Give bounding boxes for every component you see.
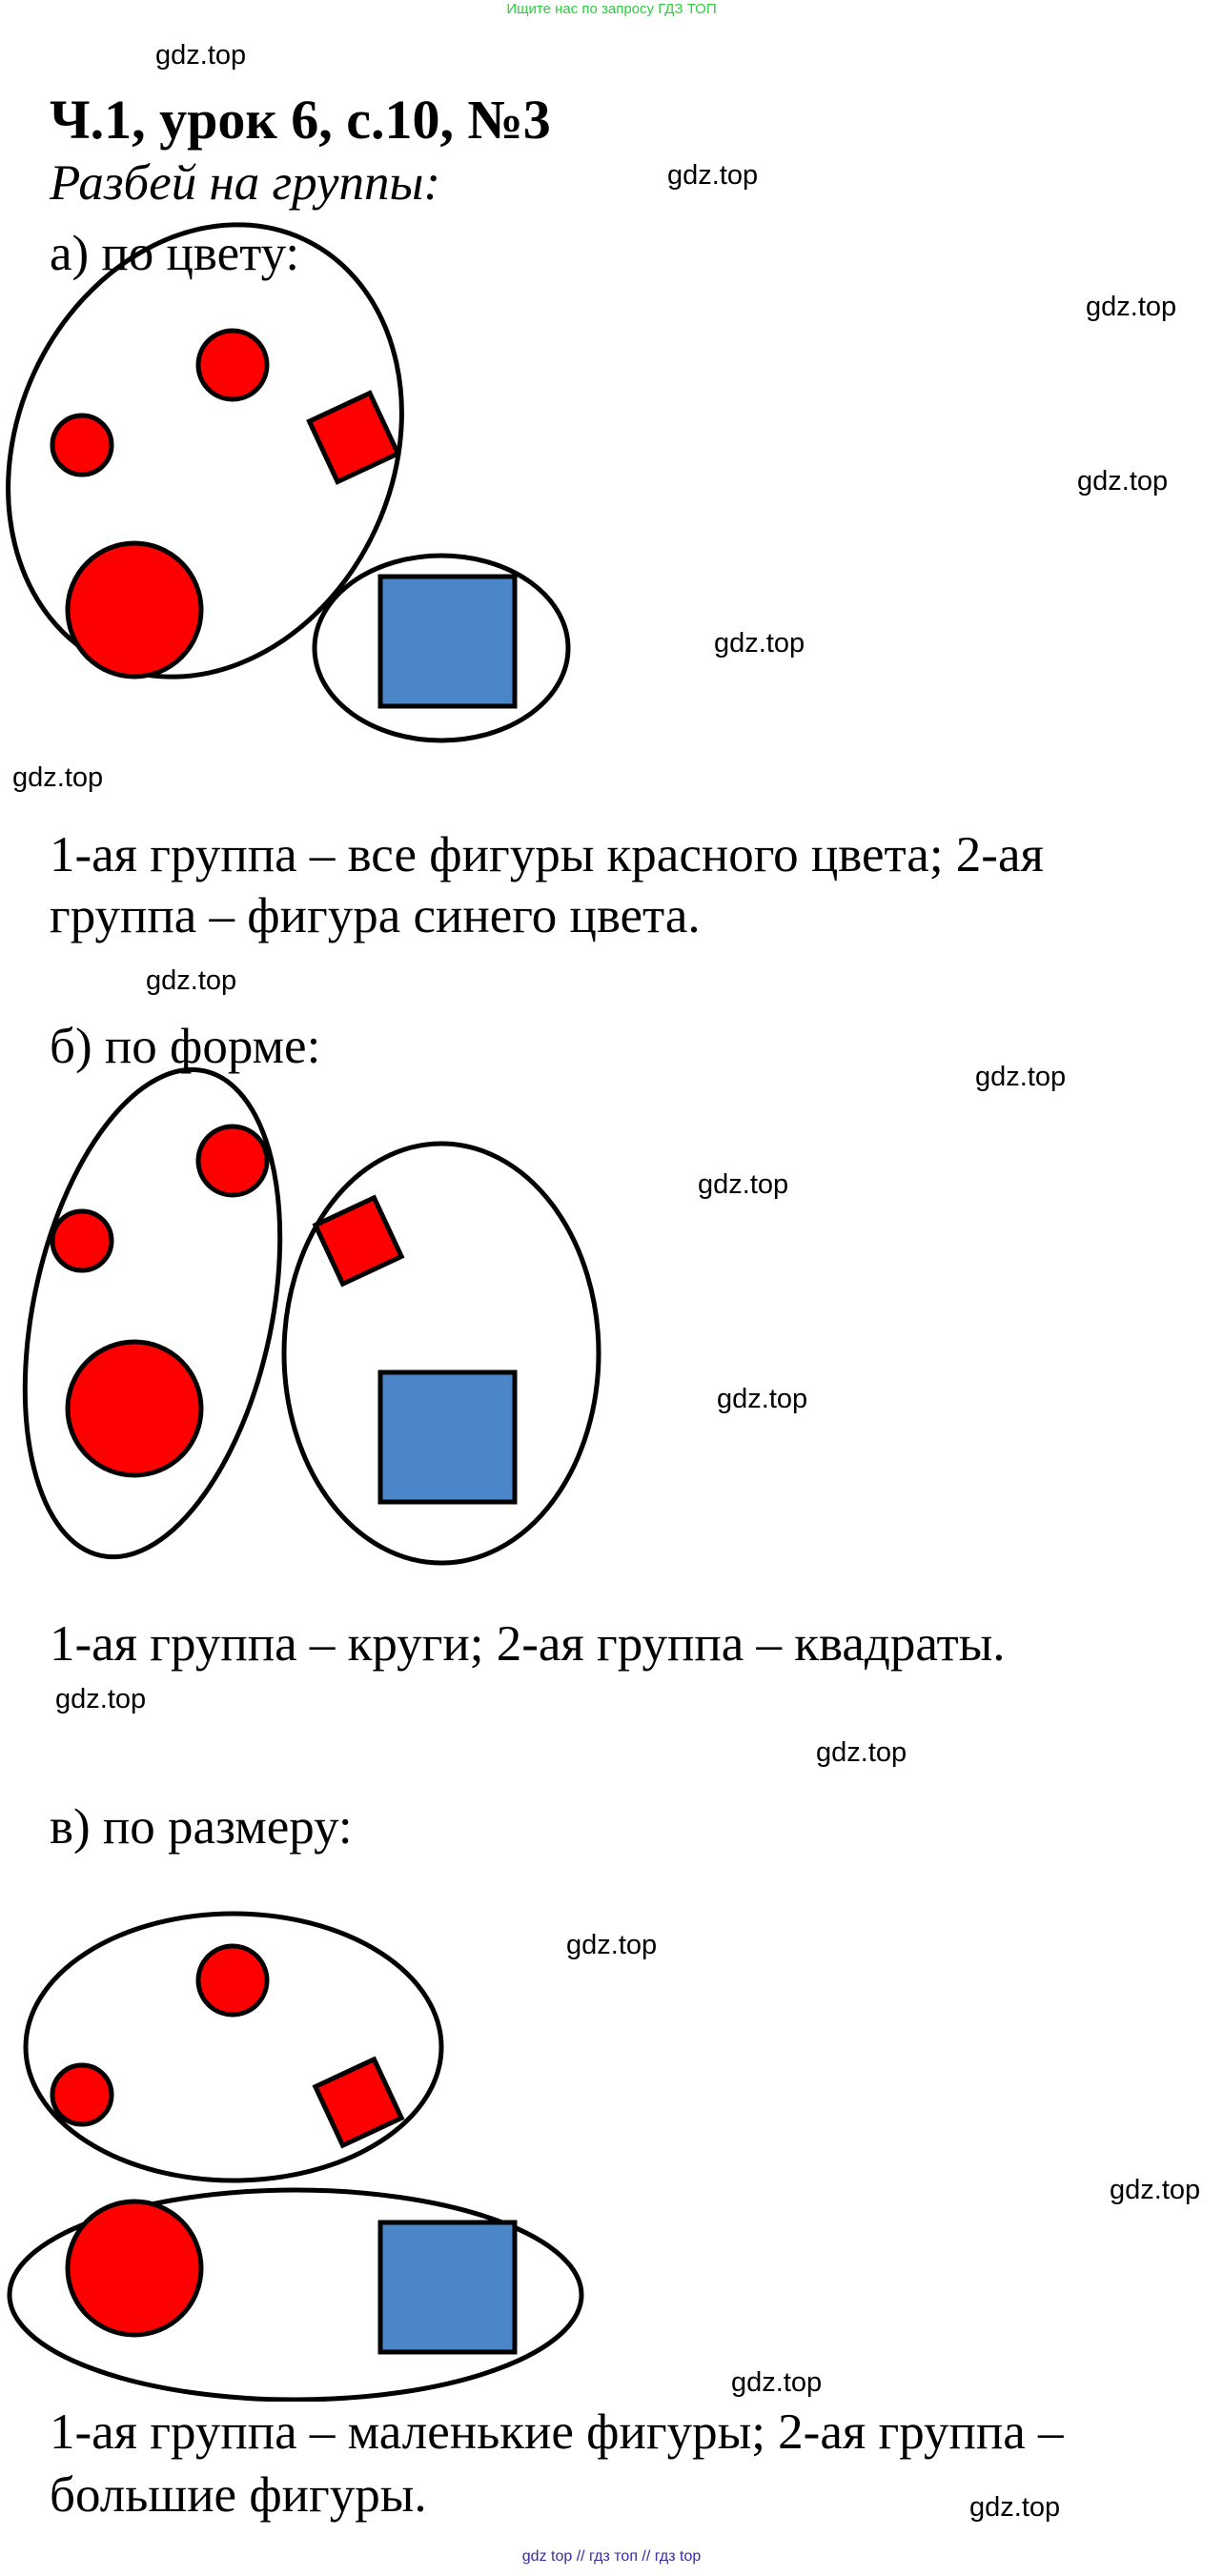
footer-links[interactable]: gdz top // гдз топ // гдз top [521,2548,702,2565]
red-circle-small [52,1211,112,1270]
top-banner[interactable]: Ищите нас по запросу ГДЗ ТОП [506,1,717,17]
section-b-answer-line1: 1-ая группа – круги; 2-ая группа – квадраты. [50,1616,1006,1672]
blue-square-large [380,1372,515,1502]
watermark: gdz.top [975,1062,1067,1092]
watermark: gdz.top [717,1384,808,1414]
watermark: gdz.top [146,965,237,996]
watermark: gdz.top [698,1169,789,1200]
blue-square-large [380,577,515,706]
section-a-answer-line1: 1-ая группа – все фигуры красного цвета; 2-ая [50,827,1044,882]
section-c-heading: в) по размеру: [50,1799,353,1855]
section-a-answer-line2: группа – фигура синего цвета. [50,888,701,943]
figure-by-size [0,1868,1223,2402]
section-a-heading: а) по цвету: [50,226,300,281]
red-circle-medium [198,1126,267,1195]
red-square-small [309,393,397,481]
watermark: gdz.top [1110,2175,1201,2205]
group-ellipse-circles [0,1048,320,1580]
figure-by-color [0,0,1223,781]
red-circle-large [68,1342,201,1475]
red-square-small [316,2059,401,2145]
page-title: Ч.1, урок 6, с.10, №3 [50,89,551,151]
watermark: gdz.top [731,2367,823,2398]
blue-square-large [380,2222,515,2352]
watermark: gdz.top [667,160,759,191]
red-circle-small [52,2065,112,2124]
watermark: gdz.top [55,1684,147,1714]
watermark: gdz.top [969,2492,1061,2523]
watermark: gdz.top [714,628,805,659]
red-circle-large [68,2201,201,2335]
watermark: gdz.top [1077,466,1169,497]
watermark: gdz.top [12,762,104,793]
red-circle-large [68,543,201,677]
figure-by-shape [0,1048,1223,1582]
red-circle-medium [198,331,267,399]
watermark: gdz.top [1086,292,1177,322]
task-subtitle: Разбей на группы: [50,155,441,211]
section-b-heading: б) по форме: [50,1019,321,1074]
watermark: gdz.top [816,1737,907,1768]
red-circle-small [52,416,112,475]
red-circle-medium [198,1946,267,2015]
watermark: gdz.top [155,40,247,71]
section-c-answer-line2: большие фигуры. [50,2467,427,2523]
section-c-answer-line1: 1-ая группа – маленькие фигуры; 2-ая группа – [50,2404,1064,2460]
watermark: gdz.top [566,1930,658,1960]
